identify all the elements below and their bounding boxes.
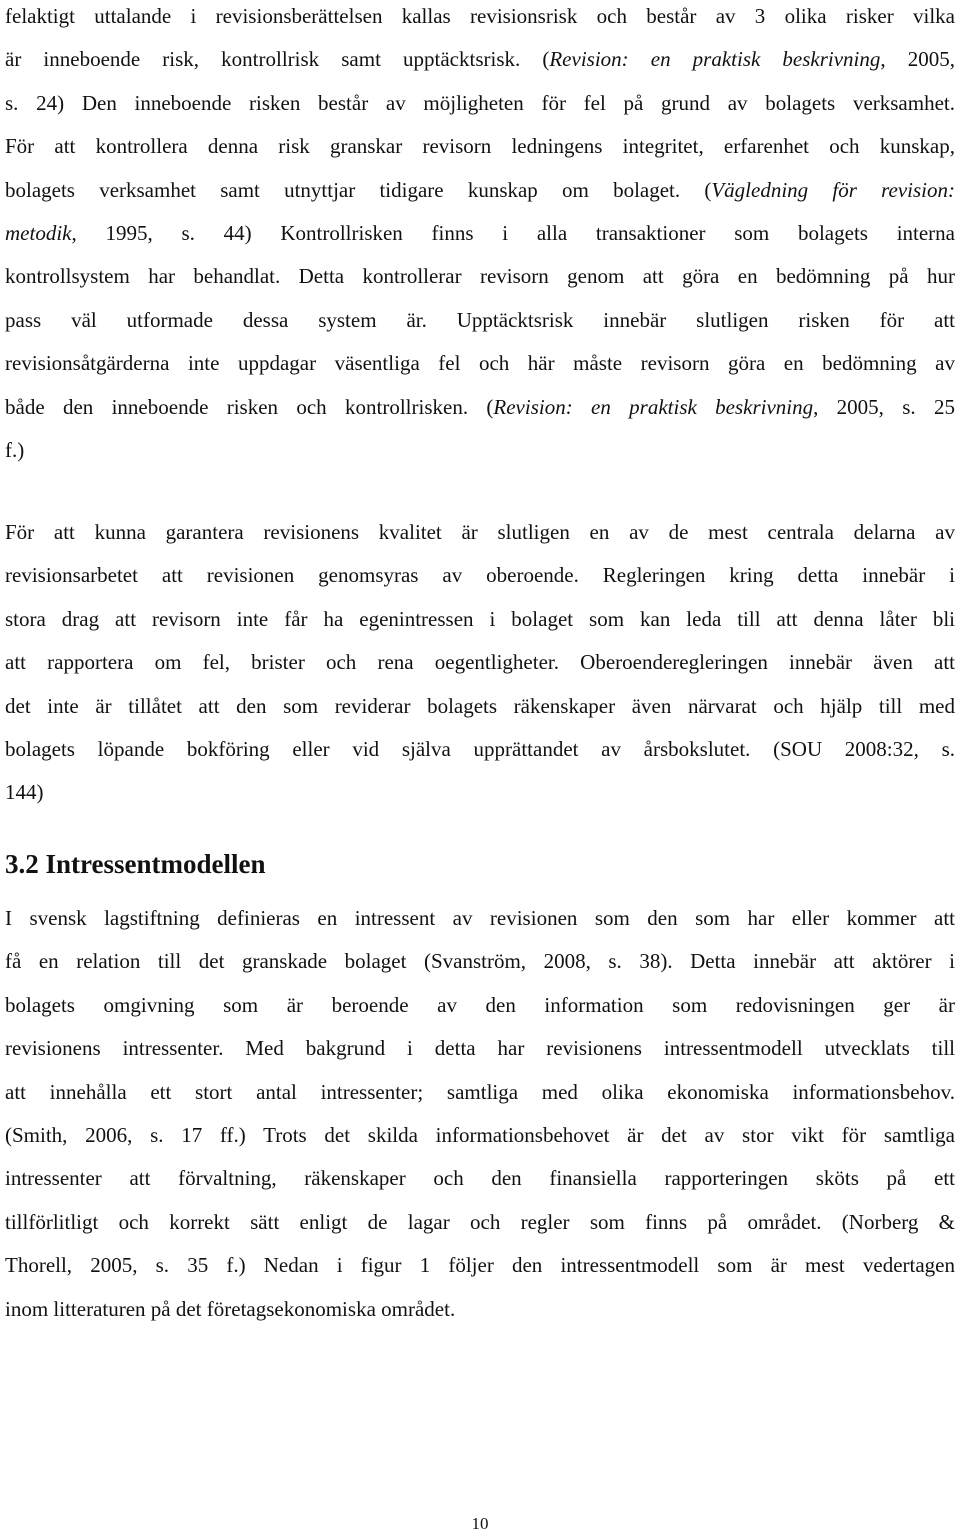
text-line: revisionens intressenter. Med bakgrund i detta har revisionens intressentmodell utvecklats till [5, 1036, 955, 1061]
paragraph-revision-risk [5, 0, 955, 472]
text-line: För att kontrollera denna risk granskar revisorn ledningens integritet, erfarenhet och kunskap, [5, 134, 955, 159]
text-line: Thorell, 2005, s. 35 f.) Nedan i figur 1 följer den intressentmodell som är mest vedertagen [5, 1253, 955, 1278]
text-line: bolagets omgivning som är beroende av den information som redovisningen ger är [5, 992, 955, 1017]
citation-title: Revision: en praktisk beskrivning [549, 47, 881, 72]
citation-title: Vägledning för revision: [711, 177, 955, 202]
text-line: f.) [5, 437, 25, 462]
paragraph-independence [5, 511, 955, 815]
text-line: att innehålla ett stort antal intressenter; samtliga med olika ekonomiska informationsbehov. [5, 1079, 955, 1104]
text-line: bolagets löpande bokföring eller vid själva upprättandet av årsbokslutet. (SOU 2008:32, s. [5, 736, 955, 761]
paragraph-stakeholder-model [5, 897, 955, 1331]
text-line: både den inneboende risken och kontrollrisken. (Revision: en praktisk beskrivning, 2005, s. 25 [5, 394, 955, 419]
text-line: intressenter att förvaltning, räkenskaper och den finansiella rapporteringen sköts på ett [5, 1166, 955, 1191]
page-number: 10 [471, 1514, 489, 1533]
text-line: För att kunna garantera revisionens kvalitet är slutligen en av de mest centrala delarna av [5, 520, 955, 544]
text-line: stora drag att revisorn inte får ha egenintressen i bolaget som kan leda till att denna låter bli [5, 606, 955, 631]
text-line: pass väl utformade dessa system är. Upptäcktsrisk innebär slutligen risken för att [5, 307, 955, 332]
section-heading: 3.2 Intressentmodellen [5, 849, 266, 879]
citation-title: metodik [5, 220, 72, 245]
text-line: 144) [5, 780, 44, 805]
text-line: s. 24) Den inneboende risken består av möjligheten för fel på grund av bolagets verksamhet. [5, 90, 955, 115]
text-line: är inneboende risk, kontrollrisk samt upptäcktsrisk. (Revision: en praktisk beskrivning, 2005, [5, 47, 956, 72]
text-line: metodik, 1995, s. 44) Kontrollrisken finns i alla transaktioner som bolagets interna [5, 220, 955, 245]
citation-title: Revision: en praktisk beskrivning [493, 394, 814, 419]
text-line: bolagets verksamhet samt utnyttjar tidigare kunskap om bolaget. (Vägledning för revision: [5, 177, 955, 202]
text-line: det inte är tillåtet att den som reviderar bolagets räkenskaper även närvarat och hjälp till med [5, 693, 955, 718]
text-line: tillförlitligt och korrekt sätt enligt de lagar och regler som finns på området. (Norberg & [5, 1209, 955, 1234]
text-line: (Smith, 2006, s. 17 ff.) Trots det skilda informationsbehovet är det av stor vikt för samtliga [5, 1122, 955, 1147]
text-line: inom litteraturen på det företagsekonomiska området. [5, 1296, 456, 1321]
text-line: revisionsarbetet att revisionen genomsyras av oberoende. Regleringen kring detta innebär i [5, 563, 955, 588]
text-line: I svensk lagstiftning definieras en intressent av revisionen som den som har eller kommer att [5, 906, 955, 930]
text-line: få en relation till det granskade bolaget (Svanström, 2008, s. 38). Detta innebär att aktörer i [5, 949, 955, 974]
text-line: felaktigt uttalande i revisionsberättelsen kallas revisionsrisk och består av 3 olika risker vilka [5, 4, 955, 28]
text-line: revisionsåtgärderna inte uppdagar väsentliga fel och här måste revisorn göra en bedömning av [5, 351, 955, 376]
text-line: kontrollsystem har behandlat. Detta kontrollerar revisorn genom att göra en bedömning på hur [5, 264, 955, 289]
text-line: att rapportera om fel, brister och rena oegentligheter. Oberoenderegleringen innebär även att [5, 650, 955, 675]
